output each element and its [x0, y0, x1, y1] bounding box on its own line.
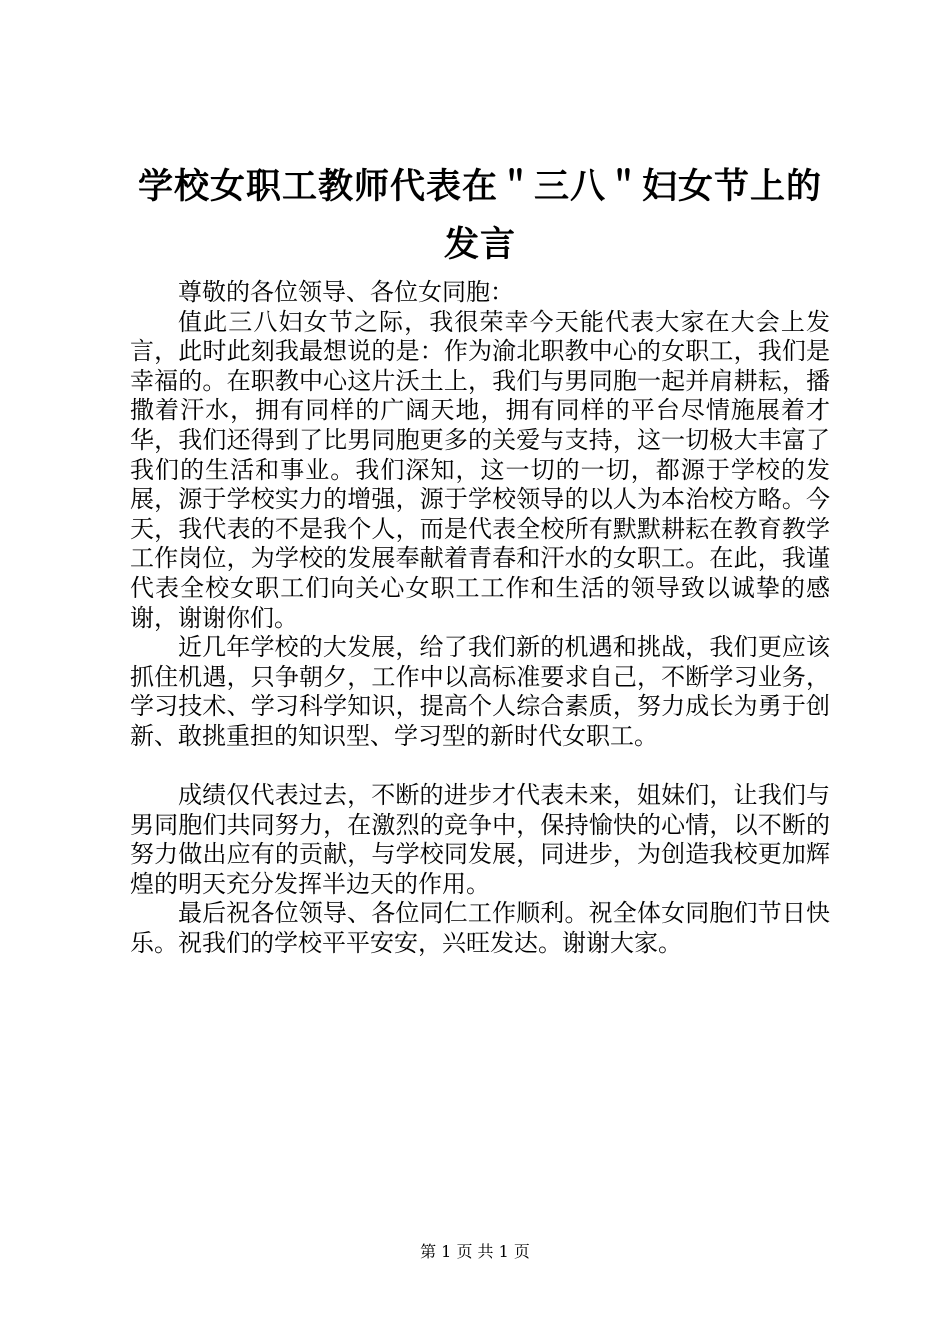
document-title: 学校女职工教师代表在＂三八＂妇女节上的发言 — [137, 167, 822, 265]
paragraph-1: 值此三八妇女节之际，我很荣幸今天能代表大家在大会上发言，此时此刻我最想说的是：作为渝北职教中心的女职工，我们是幸福的。在职教中心这片沃土上，我们与男同胞一起并肩耕耘，播撒着汗水，拥有同样的广阔天地，拥有同样的平台尽情施展着才华，我们还得到了比男同胞更多的关爱与支持，这一切极大丰富了我们的生活和事业。我们深知，这一切的一切，都源于学校的发展，源于学校实力的增强，源于学校领导的以人为本治校方略。今天，我代表的不是我个人，而是代表全校所有默默耕耘在教育教学工作岗位，为学校的发展奉献着青春和汗水的女职工。在此，我谨代表全校女职工们向关心女职工工作和生活的领导致以诚挚的感谢，谢谢你们。 — [130, 307, 830, 632]
paragraph-4: 最后祝各位领导、各位同仁工作顺利。祝全体女同胞们节日快乐。祝我们的学校平平安安，兴旺发达。谢谢大家。 — [130, 899, 830, 958]
paragraph-spacer — [130, 752, 830, 782]
paragraph-2: 近几年学校的大发展，给了我们新的机遇和挑战，我们更应该抓住机遇，只争朝夕，工作中以高标准要求自己，不断学习业务，学习技术、学习科学知识，提高个人综合素质，努力成长为勇于创新、敢挑重担的知识型、学习型的新时代女职工。 — [130, 633, 830, 750]
document-body — [130, 278, 830, 959]
salutation: 尊敬的各位领导、各位女同胞： — [178, 278, 514, 306]
page-number-footer: 第 1 页 共 1 页 — [420, 1242, 530, 1261]
paragraph-3: 成绩仅代表过去，不断的进步才代表未来，姐妹们，让我们与男同胞们共同努力，在激烈的竞争中，保持愉快的心情，以不断的努力做出应有的贡献，与学校同发展，同进步，为创造我校更加辉煌的明天充分发挥半边天的作用。 — [130, 781, 830, 898]
document-page — [130, 0, 830, 1344]
